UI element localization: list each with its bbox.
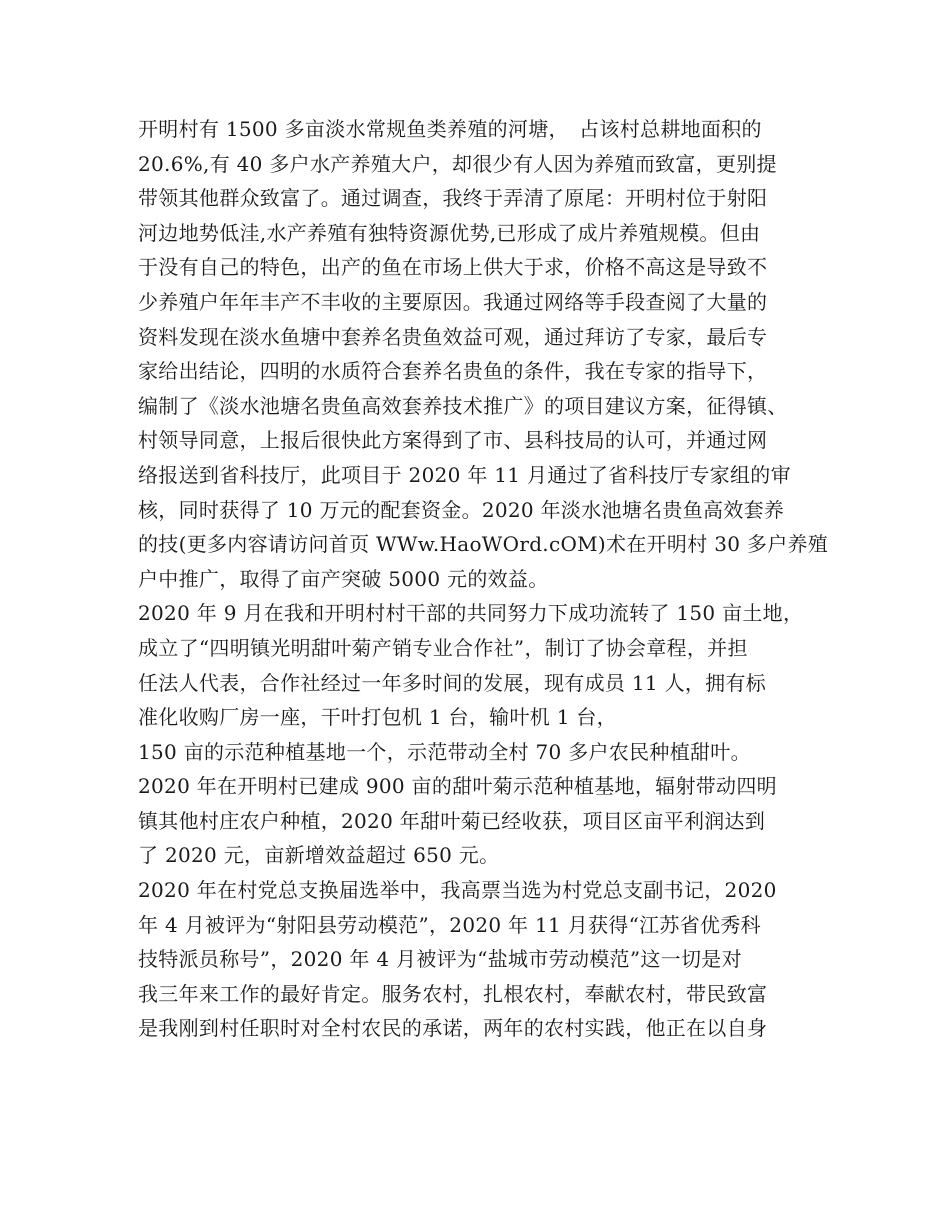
- text-line: 150 亩的示范种植基地一个，示范带动全村 70 多户农民种植甜叶。: [138, 739, 751, 764]
- text-line: 2020 年在村党总支换届选举中，我高票当选为村党总支副书记，2020: [138, 878, 777, 903]
- text-line: 村领导同意，上报后很快此方案得到了市、县科技局的认可，并通过网: [138, 428, 768, 453]
- text-line: 技特派员称号”，2020 年 4 月被评为“盐城市劳动模范”这一切是对: [138, 947, 742, 972]
- text-line: 开明村有 1500 多亩淡水常规鱼类养殖的河塘， 占该村总耕地面积的: [138, 117, 762, 141]
- text-line: 年 4 月被评为“射阳县劳动模范”，2020 年 11 月获得“江苏省优秀科: [138, 912, 761, 937]
- text-line: 2020 年在开明村已建成 900 亩的甜叶菊示范种植基地，辐射带动四明: [138, 774, 777, 799]
- text-line: 资料发现在淡水鱼塘中套养名贵鱼效益可观，通过拜访了专家，最后专: [138, 324, 768, 349]
- text-line: 带领其他群众致富了。通过调查，我终于弄清了原尾：开明村位于射阳: [138, 186, 768, 211]
- text-line: 镇其他村庄农户种植，2020 年甜叶菊已经收获，项目区亩平利润达到: [138, 808, 766, 833]
- text-line: 核，同时获得了 10 万元的配套资金。2020 年淡水池塘名贵鱼高效套养: [138, 497, 785, 522]
- text-line: 成立了“四明镇光明甜叶菊产销专业合作社”，制订了协会章程，并担: [138, 635, 748, 660]
- text-line: 2020 年 9 月在我和开明村村干部的共同努力下成功流转了 150 亩土地，: [138, 601, 804, 626]
- text-line: 20.6%,有 40 多户水产养殖大户，却很少有人因为养殖而致富，更别提: [138, 151, 777, 176]
- text-line: 任法人代表，合作社经过一年多时间的发展，现有成员 11 人，拥有标: [138, 670, 767, 695]
- text-line: 我三年来工作的最好肯定。服务农村，扎根农村，奉献农村，带民致富: [138, 981, 768, 1006]
- text-line: 准化收购厂房一座，干叶打包机 1 台，输叶机 1 台，: [138, 705, 617, 730]
- text-line: 户中推广，取得了亩产突破 5000 元的效益。: [138, 566, 549, 591]
- text-line: 络报送到省科技厅，此项目于 2020 年 11 月通过了省科技厅专家组的审: [138, 462, 791, 487]
- text-line: 了 2020 元，亩新增效益超过 650 元。: [138, 843, 500, 868]
- text-line: 于没有自己的特色，出产的鱼在市场上供大于求，价格不高这是导致不: [138, 255, 768, 280]
- text-line: 的技(更多内容请访问首页 WWw.HaoWOrd.cOM)术在开明村 30 多户养殖: [138, 532, 829, 557]
- text-line: 少养殖户年年丰产不丰收的主要原因。我通过网络等手段查阅了大量的: [138, 289, 768, 314]
- body-text: [138, 112, 838, 1046]
- text-line: 家给出结论，四明的水质符合套养名贵鱼的条件，我在专家的指导下，: [138, 359, 768, 384]
- text-line: 是我刚到村任职时对全村农民的承诺，两年的农村实践，他正在以自身: [138, 1016, 768, 1041]
- text-line: 河边地势低洼,水产养殖有独特资源优势,已形成了成片养殖规模。但由: [138, 220, 761, 245]
- text-line: 编制了《淡水池塘名贵鱼高效套养技术推广》的项目建议方案，征得镇、: [138, 393, 788, 418]
